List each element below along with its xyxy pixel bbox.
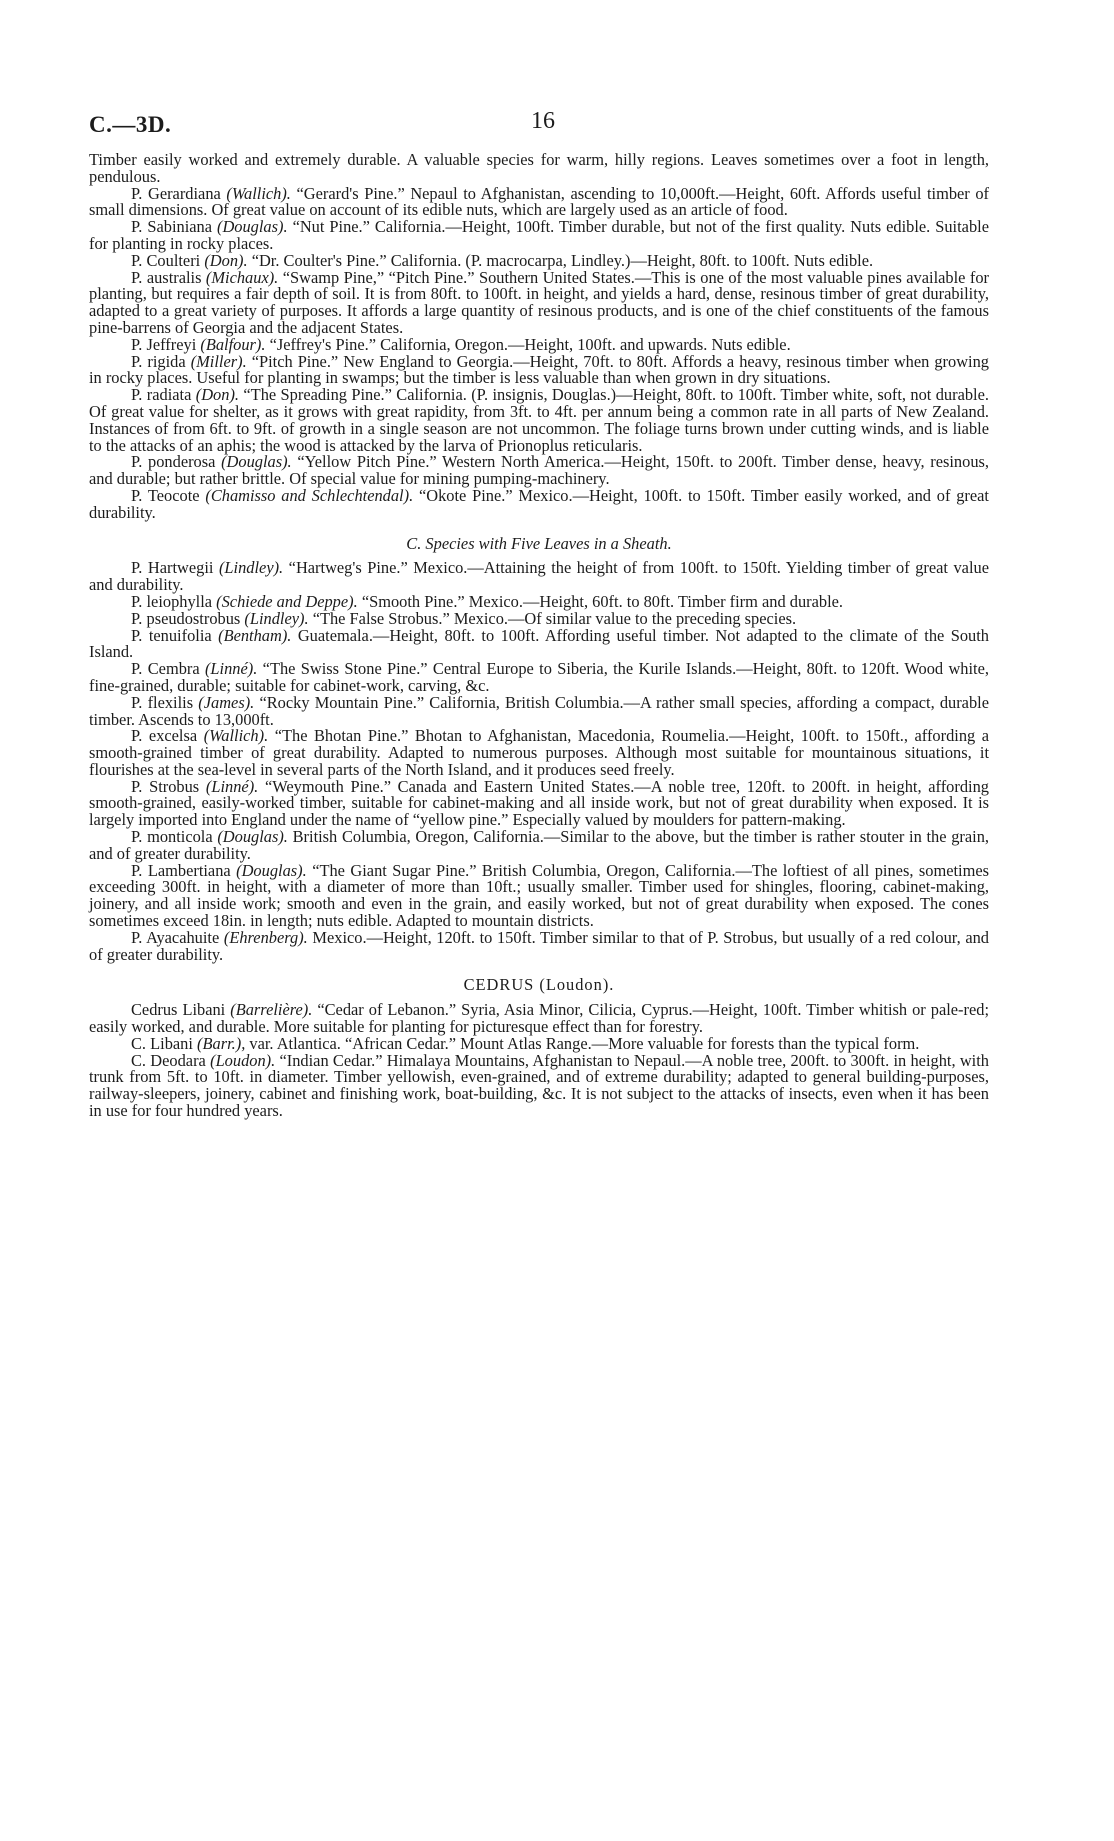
species-author: (Balfour).: [200, 334, 266, 354]
species-name: P. Hartwegii: [131, 558, 214, 578]
species-entry: [89, 860, 989, 931]
species-author: (Douglas).: [217, 217, 288, 237]
species-name: P. flexilis: [131, 692, 194, 712]
species-name: P. rigida: [131, 351, 186, 371]
species-entry: [89, 1002, 989, 1036]
species-name: P. leiophylla: [131, 591, 213, 611]
species-description: “The False Strobus.” Mexico.—Of similar value to the preceding species.: [312, 608, 797, 628]
species-author: (Barrelière).: [230, 1000, 313, 1020]
species-entry: [89, 829, 989, 863]
section-heading-cedrus: CEDRUS (Loudon).: [463, 975, 615, 995]
species-name: P. Cembra: [131, 659, 200, 679]
species-description: “Swamp Pine,” “Pitch Pine.” Southern United States.—This is one of the most valuable pines available for planting, but requires a fair depth of soil. It is from 80ft. to 100ft. in height, and yields a hard, dense, resinous timber of great durability, adapted to a great variety of purposes. It affords a large quantity of resinous products, and is one of the chief constituents of the famous pine-barrens of Georgia and the adjacent States.: [89, 267, 989, 337]
species-author: (Don).: [204, 250, 248, 270]
species-entry: [89, 560, 989, 594]
species-author: (Lindley).: [244, 608, 309, 628]
species-description: “The Spreading Pine.” California. (P. insignis, Douglas.)—Height, 80ft. to 100ft. Timber white, soft, not durable. Of great value for shelter, as it grows with great rapidity, from 3ft. to 4ft. per annum being a common rate in all parts of New Zealand. Instances of from 6ft. to 9ft. of growth in a single season are not uncommon. The foliage turns brown under cutting winds, and is liable to the attacks of an aphis; the wood is attacked by the larva of Prionoplus reticularis.: [89, 385, 989, 455]
species-entry: [89, 692, 989, 729]
species-description: Mexico.—Height, 120ft. to 150ft. Timber similar to that of P. Strobus, but usually of a red colour, and of greater durability.: [89, 927, 989, 964]
species-description: “Gerard's Pine.” Nepaul to Afghanistan, ascending to 10,000ft.—Height, 60ft. Affords useful timber of small dimensions. Of great value on account of its edible nuts, which are largely used as an article of food.: [89, 183, 989, 220]
species-description: “Smooth Pine.” Mexico.—Height, 60ft. to 80ft. Timber firm and durable.: [361, 591, 843, 611]
species-description: British Columbia, Oregon, California.—Similar to the above, but the timber is rather stouter in the grain, and of greater durability.: [89, 827, 989, 863]
species-name: P. Coulteri: [131, 250, 201, 270]
species-name: P. tenuifolia: [131, 625, 212, 645]
species-description: “Rocky Mountain Pine.” California, British Columbia.—A rather small species, affording a compact, durable timber. Ascends to 13,000ft.: [89, 692, 989, 729]
species-author: (Douglas).: [221, 452, 292, 472]
species-author: (Wallich).: [226, 183, 291, 203]
species-entry: [89, 625, 989, 662]
document-reference: C.—3D.: [89, 112, 172, 137]
species-description: “Weymouth Pine.” Canada and Eastern United States.—A noble tree, 120ft. to 200ft. in height, affording smooth-grained, easily-worked timber, suitable for cabinet-making and all inside work, but not of great durability when exposed. It is largely imported into England under the name of “yellow pine.” Especially valued by moulders for pattern-making.: [89, 776, 989, 830]
species-name: P. ponderosa: [131, 452, 216, 472]
species-description: “Cedar of Lebanon.” Syria, Asia Minor, Cilicia, Cyprus.—Height, 100ft. Timber whitish or pale-red; easily worked, and durable. More suitable for planting for picturesque effect than for forestry.: [89, 1000, 989, 1037]
species-name: P. Jeffreyi: [131, 334, 197, 354]
species-author: (Chamisso and Schlechtendal).: [205, 485, 414, 505]
species-name: P. Gerardiana: [131, 183, 221, 203]
species-description: var. Atlantica. “African Cedar.” Mount Atlas Range.—More valuable for forests than the typical form.: [249, 1033, 920, 1053]
page-number: 16: [531, 108, 555, 134]
species-list-cedrus: [89, 1002, 989, 1120]
species-author: (Ehrenberg).: [223, 927, 308, 947]
species-author: (Douglas).: [236, 860, 307, 880]
species-author: (Barr.),: [197, 1033, 246, 1053]
species-author: (Lindley).: [218, 558, 284, 578]
opening-paragraph: Timber easily worked and extremely durable. A valuable species for warm, hilly regions. Leaves sometimes over a foot in length, pendulous.: [89, 150, 989, 186]
species-description: Guatemala.—Height, 80ft. to 100ft. Affording useful timber. Not adapted to the climate of the South Island.: [89, 625, 989, 662]
species-author: (Loudon).: [210, 1050, 276, 1070]
species-entry: [89, 661, 989, 695]
species-name: P. monticola: [131, 827, 213, 847]
species-entry: [89, 728, 989, 778]
species-description: “Yellow Pitch Pine.” Western North America.—Height, 150ft. to 200ft. Timber dense, heavy, resinous, and durable; but rather brittle. Of special value for mining pumping-machinery.: [89, 452, 989, 489]
species-entry: [89, 351, 989, 388]
species-description: “Indian Cedar.” Himalaya Mountains, Afghanistan to Nepaul.—A noble tree, 200ft. to 300ft. in height, with trunk from 5ft. to 10ft. in diameter. Timber yellowish, even-grained, and of extreme durability; adapted to general building-purposes, railway-sleepers, joinery, cabinet and finishing work, boat-building, &c. It is not subject to the attacks of insects, even when it has been in use for four hundred years.: [89, 1050, 989, 1121]
species-description: “Dr. Coulter's Pine.” California. (P. macrocarpa, Lindley.)—Height, 80ft. to 100ft. Nuts edible.: [251, 250, 874, 270]
species-description: “Pitch Pine.” New England to Georgia.—Height, 70ft. to 80ft. Affords a heavy, resinous timber when growing in rocky places. Useful for planting in swamps; but the timber is less valuable than when grown in dry situations.: [89, 351, 989, 388]
species-name: P. radiata: [131, 385, 192, 405]
species-author: (Don).: [195, 385, 240, 405]
species-name: Cedrus Libani: [131, 1000, 226, 1020]
species-entry: [89, 1050, 989, 1121]
species-entry: [89, 219, 989, 253]
page-header: [89, 100, 989, 152]
species-name: P. excelsa: [131, 726, 198, 746]
species-description: “Hartweg's Pine.” Mexico.—Attaining the height of from 100ft. to 150ft. Yielding timber of great value and durability.: [89, 558, 989, 595]
species-entry: [89, 183, 989, 220]
species-author: (Schiede and Deppe).: [216, 591, 358, 611]
species-description: “Nut Pine.” California.—Height, 100ft. Timber durable, but not of the first quality. Nuts edible. Suitable for planting in rocky places.: [89, 217, 989, 253]
species-author: (James).: [198, 692, 255, 712]
species-description: “The Giant Sugar Pine.” British Columbia, Oregon, California.—The loftiest of all pines, sometimes exceeding 300ft. in height, with a diameter of more than 10ft.; usually smaller. Timber used for shingles, flooring, cabinet-making, joinery, and all inside work; smooth and even in the grain, and easily worked, but not of great durability when exposed. The cones sometimes exceed 18in. in length; nuts edible. Adapted to mountain districts.: [89, 860, 989, 931]
species-author: (Linné).: [205, 776, 259, 796]
section-heading-five-leaves: C. Species with Five Leaves in a Sheath.: [406, 533, 672, 553]
species-name: C. Deodara: [131, 1050, 206, 1070]
species-name: P. Strobus: [131, 776, 200, 796]
species-author: (Douglas).: [217, 827, 288, 847]
species-list-c: [89, 560, 989, 963]
species-name: P. Ayacahuite: [131, 927, 220, 947]
species-entry: [89, 454, 989, 488]
species-author: (Linné).: [204, 659, 258, 679]
document-page: [89, 100, 989, 1120]
species-entry: [89, 387, 989, 454]
species-entry: [89, 927, 989, 964]
species-description: “Jeffrey's Pine.” California, Oregon.—Height, 100ft. and upwards. Nuts edible.: [269, 334, 791, 354]
species-author: (Wallich).: [203, 726, 269, 746]
species-description: “The Bhotan Pine.” Bhotan to Afghanistan, Macedonia, Roumelia.—Height, 100ft. to 150ft., affording a smooth-grained timber of great durability. Adapted to numerous purposes. Although most suitable for mountainous situations, it flourishes at the sea-level in several parts of the North Island, and it produces seed freely.: [89, 726, 989, 779]
species-entry: [89, 776, 989, 830]
species-author: (Michaux).: [205, 267, 279, 287]
species-author: (Bentham).: [218, 625, 292, 645]
species-list-b: [89, 183, 989, 522]
species-name: P. Teocote: [131, 485, 200, 505]
species-entry: [89, 267, 989, 337]
species-description: “The Swiss Stone Pine.” Central Europe to Siberia, the Kurile Islands.—Height, 80ft. to 120ft. Wood white, fine-grained, durable; suitable for cabinet-work, carving, &c.: [89, 659, 989, 695]
species-description: “Okote Pine.” Mexico.—Height, 100ft. to 150ft. Timber easily worked, and of great durability.: [89, 485, 989, 522]
species-name: P. Sabiniana: [131, 217, 213, 237]
species-name: P. australis: [131, 267, 202, 287]
species-name: P. pseudostrobus: [131, 608, 241, 628]
species-author: (Miller).: [190, 351, 247, 371]
species-name: P. Lambertiana: [131, 860, 231, 880]
page-body: [89, 152, 989, 1120]
species-name: C. Libani: [131, 1033, 193, 1053]
species-entry: [89, 485, 989, 522]
